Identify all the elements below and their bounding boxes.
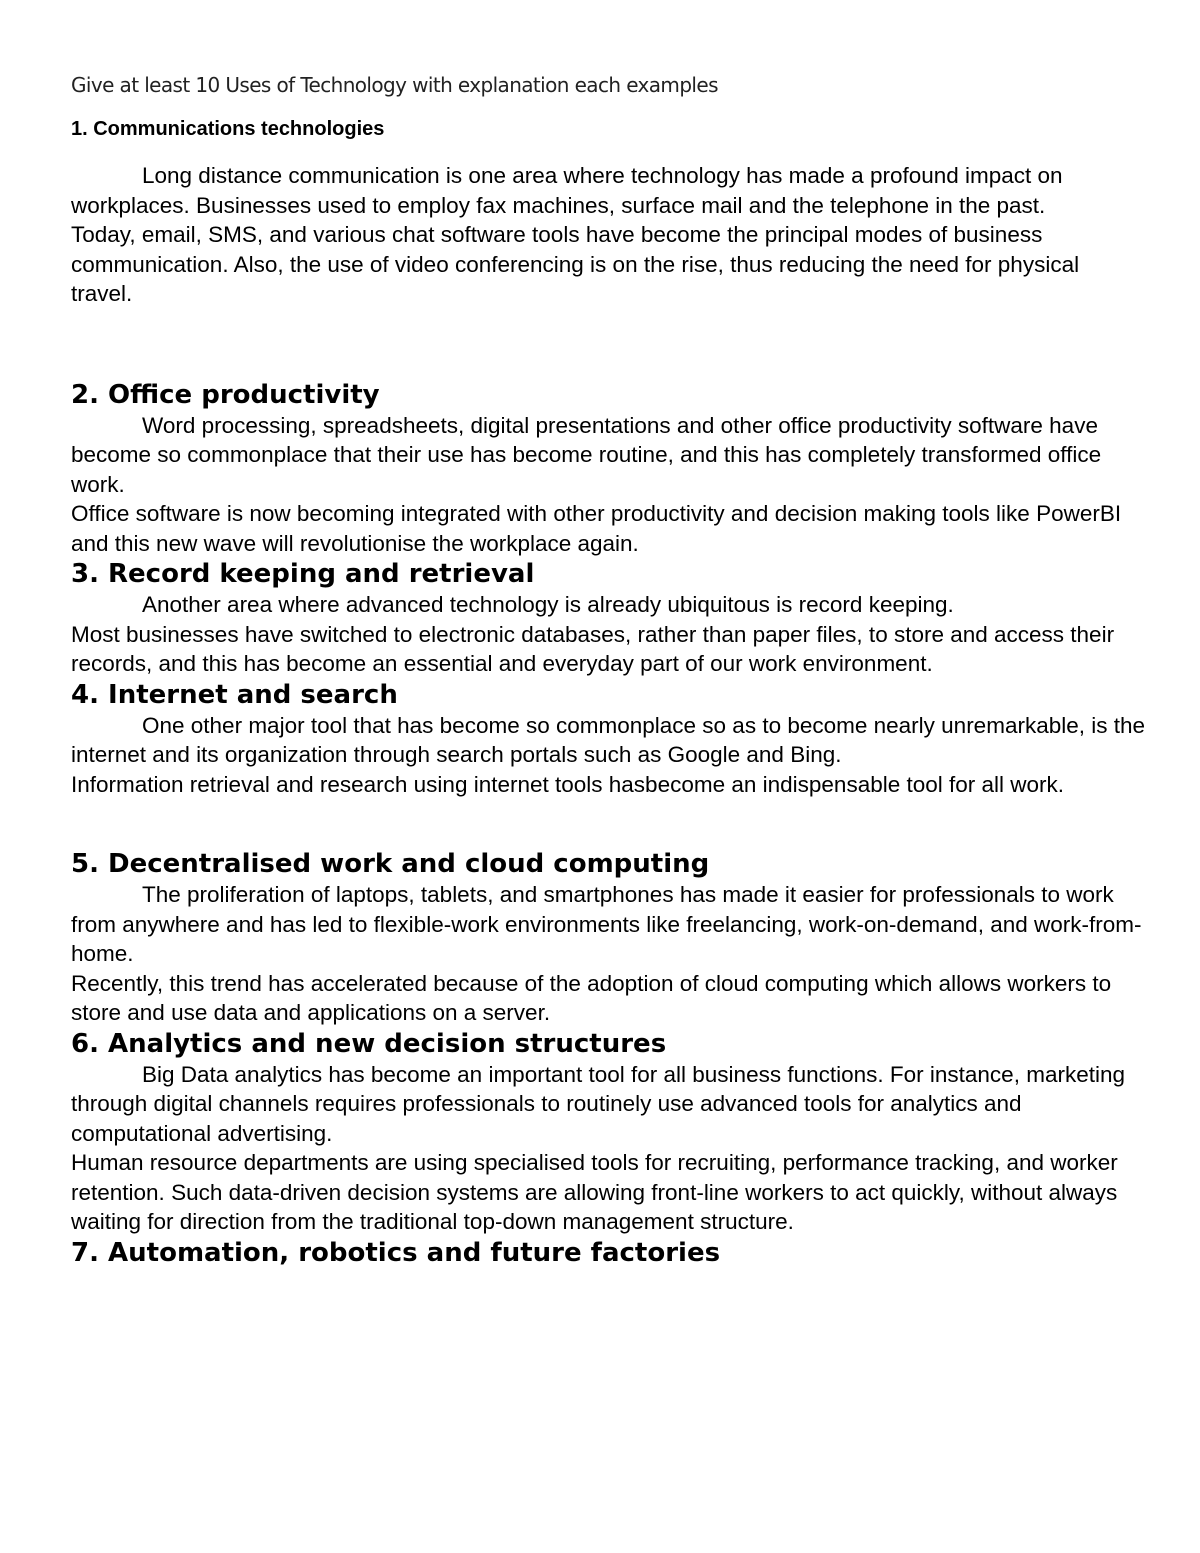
section-4-paragraph-2: Information retrieval and research using internet tools hasbecome an indispensable tool for all work. — [71, 771, 1065, 797]
section-1-heading: 1. Communications technologies — [71, 118, 385, 140]
spacer — [71, 799, 1146, 848]
document-page — [71, 70, 1146, 1269]
section-7-heading: 7. Automation, robotics and future factories — [71, 1237, 721, 1268]
section-1-paragraph-1: Long distance communication is one area where technology has made a profound impact on workplaces. Businesses used to employ fax machines, surface mail and the telephone in the past. — [71, 163, 1063, 218]
document-title: Give at least 10 Uses of Technology with explanation each examples — [71, 73, 718, 97]
section-3-paragraph-2: Most businesses have switched to electronic databases, rather than paper files, to store and access their records, and this has become an essential and everyday part of our work environment. — [71, 621, 1115, 676]
section-6-paragraph-2: Human resource departments are using specialised tools for recruiting, performance tracking, and worker retention. Such data-driven decision systems are allowing front-line workers to act quickly, without always waiting for direction from the traditional top-down management structure. — [71, 1150, 1118, 1234]
section-5-heading: 5. Decentralised work and cloud computing — [71, 849, 710, 879]
section-5-paragraph-1: The proliferation of laptops, tablets, and smartphones has made it easier for professionals to work from anywhere and has led to flexible-work environments like freelancing, work-on-demand, and work-from-home. — [71, 882, 1142, 966]
spacer — [71, 309, 1146, 379]
section-2-paragraph-2: Office software is now becoming integrated with other productivity and decision making tools like PowerBI and this new wave will revolutionise the workplace again. — [71, 501, 1122, 556]
section-1-paragraph-2: Today, email, SMS, and various chat software tools have become the principal modes of business communication. Also, the use of video conferencing is on the rise, thus reducing the need for physical travel. — [71, 222, 1080, 306]
section-2-paragraph-1: Word processing, spreadsheets, digital presentations and other office productivity software have become so commonplace that their use has become routine, and this has completely transformed office work. — [71, 412, 1102, 497]
section-4-paragraph-1: One other major tool that has become so commonplace so as to become nearly unremarkable, is the internet and its organization through search portals such as Google and Bing. — [71, 712, 1146, 767]
section-6-paragraph-1: Big Data analytics has become an important tool for all business functions. For instance, marketing through digital channels requires professionals to routinely use advanced tools for analytics and computational advertising. — [71, 1061, 1125, 1146]
section-3-heading: 3. Record keeping and retrieval — [71, 559, 535, 589]
section-3-paragraph-1: Another area where advanced technology is already ubiquitous is record keeping. — [142, 592, 954, 617]
section-4-heading: 4. Internet and search — [71, 679, 398, 710]
section-5-paragraph-2: Recently, this trend has accelerated because of the adoption of cloud computing which allows workers to store and use data and applications on a server. — [71, 970, 1112, 1025]
section-2-heading: 2. Office productivity — [71, 379, 380, 410]
section-6-heading: 6. Analytics and new decision structures — [71, 1028, 667, 1059]
